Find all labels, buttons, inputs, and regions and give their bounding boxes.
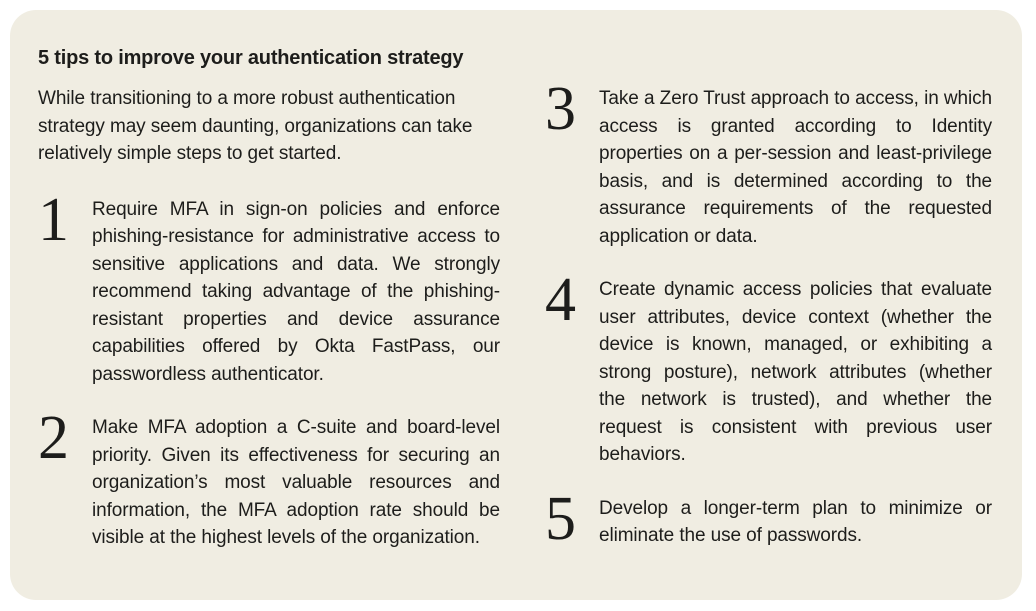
tip-text-2: Make MFA adoption a C-suite and board-level priority. Given its effectiveness for securing an organization’s most valuable resources and information, the MFA adoption rate should be visible at the highest levels of the organization. [92, 417, 500, 548]
tip-number-4: 4 [545, 266, 576, 334]
page-title: 5 tips to improve your authentication strategy [38, 47, 464, 69]
tip-text-5: Develop a longer-term plan to minimize or eliminate the use of passwords. [599, 497, 992, 546]
tip-number-5: 5 [545, 484, 576, 553]
tip-text-1: Require MFA in sign-on policies and enforce phishing-resistance for administrative access to sensitive applications and data. We strongly recommend taking advantage of the phishing-resistant properties and device assurance capabilities offered by Okta FastPass, our passwordless authenticator. [92, 198, 500, 385]
tips-card [10, 10, 1022, 600]
tip-text-4: Create dynamic access policies that evaluate user attributes, device context (whether the device is known, managed, or exhibiting a strong posture), network attributes (whether the network is trusted), and whether the request is consistent with previous user behaviors. [599, 279, 992, 465]
tip-number-2: 2 [38, 404, 69, 472]
tip-item-5 [545, 484, 992, 553]
tip-number-3: 3 [545, 75, 576, 143]
tip-item-1 [38, 185, 500, 389]
tip-item-4 [545, 266, 992, 469]
intro-paragraph: While transitioning to a more robust authentication strategy may seem daunting, organizations can take relatively simple steps to get started. [38, 88, 473, 164]
right-column [545, 45, 992, 552]
tip-number-1: 1 [38, 185, 69, 254]
tip-text-3: Take a Zero Trust approach to access, in which access is granted according to Identity properties on a per-session and least-privilege basis, and is determined according to the assurance requirements of the requested application or data. [599, 88, 992, 247]
tip-item-3 [545, 75, 992, 250]
two-column-layout [38, 45, 992, 552]
left-column [38, 45, 500, 552]
tip-item-2 [38, 404, 500, 552]
